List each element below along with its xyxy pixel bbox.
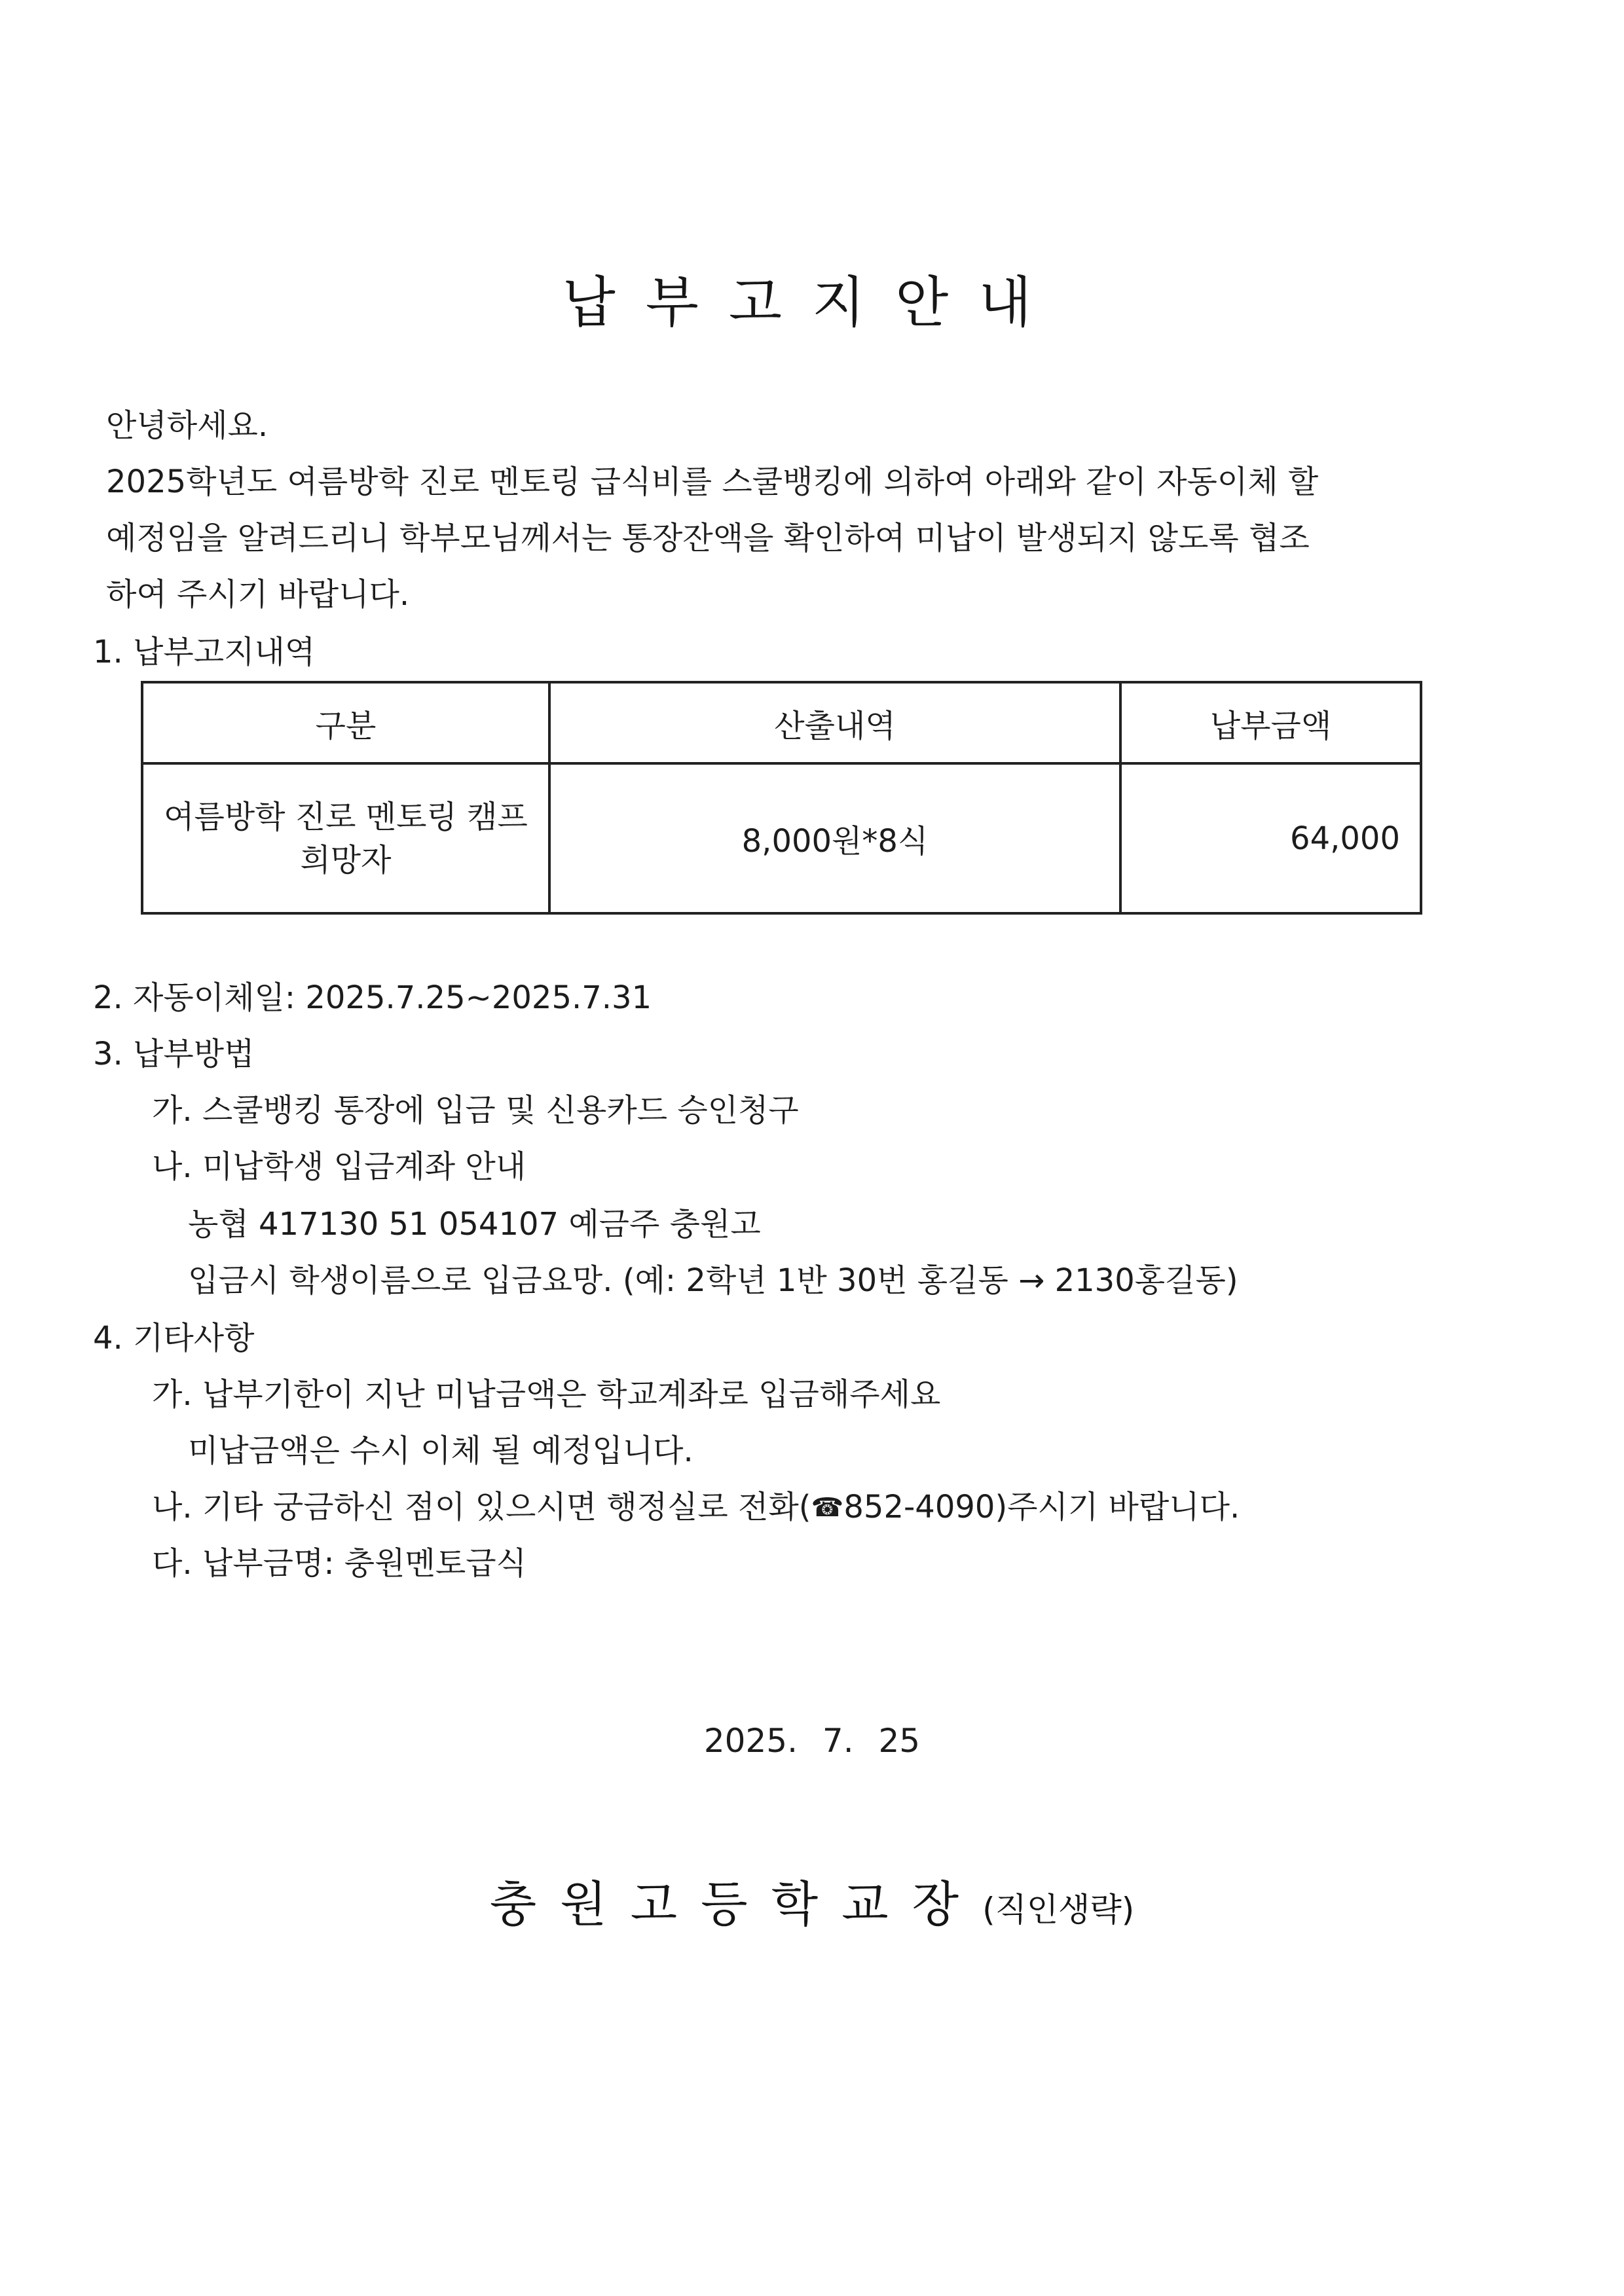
table-header-row [142, 682, 1421, 763]
section3-item-a: 가. 스쿨뱅킹 통장에 입금 및 신용카드 승인청구 [152, 1092, 799, 1129]
header-amount: 납부금액 [1120, 682, 1421, 763]
header-calculation: 산출내역 [549, 682, 1120, 763]
header-category: 구분 [142, 682, 549, 763]
deposit-note: 입금시 학생이름으로 입금요망. (예: 2학년 1반 30번 홍길동 → 2130홍길동) [188, 1262, 1238, 1299]
cell-category-line2: 희망자 [300, 841, 392, 879]
section4-item-b [152, 1487, 1240, 1527]
intro-line-2: 예정임을 알려드리니 학부모님께서는 통장잔액을 확인하여 미납이 발생되지 않도록 협조 [106, 520, 1310, 556]
contact-text-prefix: 나. 기타 궁금하신 점이 있으시면 행정실로 전화( [152, 1489, 811, 1525]
section3-heading: 3. 납부방법 [93, 1036, 255, 1072]
telephone-icon: ☎ [811, 1493, 844, 1523]
section4-item-c: 다. 납부금명: 충원멘토급식 [152, 1545, 526, 1582]
cell-amount: 64,000 [1120, 763, 1421, 913]
issue-date: 2025. 7. 25 [703, 1722, 921, 1760]
section4-heading: 4. 기타사항 [93, 1320, 255, 1357]
table-row [142, 763, 1421, 913]
seal-omitted-note: (직인생략) [982, 1891, 1135, 1929]
contact-text-suffix: 852-4090)주시기 바랍니다. [843, 1489, 1240, 1525]
payment-table [141, 681, 1422, 915]
section4-item-a-continued: 미납금액은 수시 이체 될 예정입니다. [188, 1432, 693, 1469]
section1-heading: 1. 납부고지내역 [93, 634, 316, 670]
intro-line-3: 하여 주시기 바랍니다. [106, 576, 410, 613]
cell-category [142, 763, 549, 913]
section4-item-a: 가. 납부기한이 지난 미납금액은 학교계좌로 입금해주세요 [152, 1376, 941, 1413]
greeting: 안녕하세요. [106, 407, 268, 444]
section2-heading: 2. 자동이체일: 2025.7.25~2025.7.31 [93, 979, 652, 1016]
intro-line-1: 2025학년도 여름방학 진로 멘토링 급식비를 스쿨뱅킹에 의하여 아래와 같이 자동이체 할 [106, 464, 1319, 500]
bank-account: 농협 417130 51 054107 예금주 충원고 [188, 1206, 761, 1243]
cell-calculation: 8,000원*8식 [549, 763, 1120, 913]
section3-item-b: 나. 미납학생 입금계좌 안내 [152, 1148, 526, 1185]
signer-block [0, 1866, 1624, 1935]
document-title: 납부고지안내 [562, 270, 1062, 335]
cell-category-line1: 여름방학 진로 멘토링 캠프 [164, 798, 528, 835]
school-principal-name: 충원고등학교장 [489, 1876, 983, 1933]
